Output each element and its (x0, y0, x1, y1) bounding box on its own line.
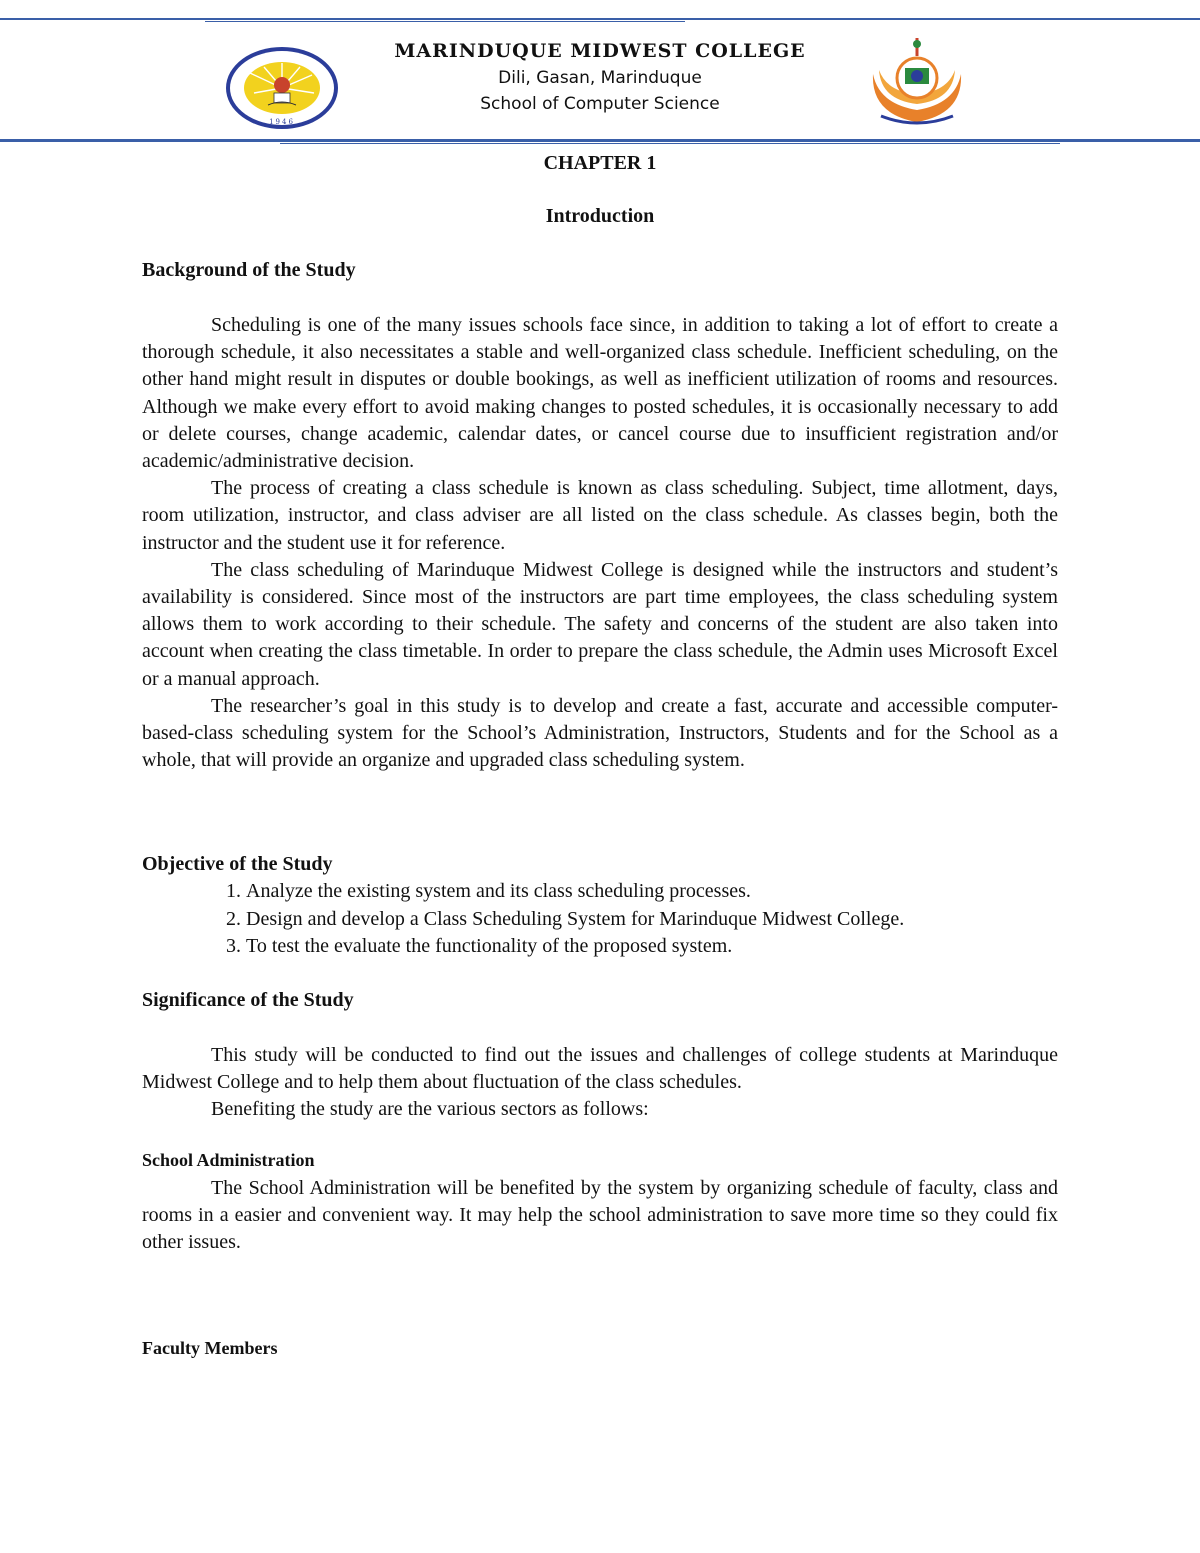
school-admin-heading: School Administration (142, 1150, 315, 1170)
background-paragraph-3: The class scheduling of Marinduque Midwest College is designed while the instructors and student’s availability is considered. Since most of the instructors are part time employees, the class scheduling system allows them to work according to their schedule. The safety and concerns of the student are also taken into account when creating the class timetable. In order to prepare the class schedule, the Admin uses Microsoft Excel or a manual approach. (142, 558, 1058, 690)
header-rule-bottom (0, 139, 1200, 142)
college-department: School of Computer Science (480, 94, 720, 114)
objectives-heading: Objective of the Study (142, 853, 333, 875)
header-rule-top (0, 18, 1200, 20)
seal-year: 1946 (269, 118, 295, 126)
chapter-title: CHAPTER 1 (543, 152, 657, 174)
objectives-list (142, 878, 1058, 961)
background-paragraph-1: Scheduling is one of the many issues schools face since, in addition to taking a lot of effort to create a thorough schedule, it also necessitates a stable and well-organized class schedule. Inefficient scheduling, on the other hand might result in disputes or double bookings, as well as inefficient utilization of rooms and resources. Although we make every effort to avoid making changes to posted schedules, it is occasionally necessary to add or delete courses, change academic, calendar dates, or cancel course due to insufficient registration and/or academic/administrative decision. (142, 314, 1058, 473)
significance-paragraph-1: This study will be conducted to find out the issues and challenges of college students at Marinduque Midwest College and to help them about fluctuation of the class schedules. (142, 1044, 1058, 1094)
objective-item: 3. To test the evaluate the functionality of the proposed system. (246, 933, 1058, 961)
school-admin-paragraph: The School Administration will be benefited by the system by organizing schedule of faculty, class and rooms in a easier and convenient way. It may help the school administration to save more time so they could fix other issues. (142, 1177, 1058, 1254)
header-rule-top-inner (205, 21, 685, 22)
objective-item: 1. Analyze the existing system and its class scheduling processes. (246, 878, 1058, 906)
school-admin-body (142, 1175, 1058, 1257)
faculty-heading: Faculty Members (142, 1338, 278, 1358)
objective-item: 2. Design and develop a Class Scheduling System for Marinduque Midwest College. (246, 906, 1058, 934)
significance-paragraph-2: Benefiting the study are the various sectors as follows: (211, 1098, 649, 1121)
background-body (142, 312, 1058, 774)
header-rule-bottom-inner (280, 143, 1060, 144)
college-name: MARINDUQUE MIDWEST COLLEGE (394, 40, 806, 62)
significance-body (142, 1042, 1058, 1124)
section-title: Introduction (545, 205, 655, 227)
college-address: Dili, Gasan, Marinduque (498, 68, 702, 88)
background-paragraph-4: The researcher’s goal in this study is to develop and create a fast, accurate and accessible computer-based-class scheduling system for the School’s Administration, Instructors, Students and for the School as a whole, that will provide an organize and upgraded class scheduling system. (142, 694, 1058, 772)
background-paragraph-2: The process of creating a class schedule is known as class scheduling. Subject, time allotment, days, room utilization, instructor, and class adviser are all listed on the class schedule. As classes begin, both the instructor and the student use it for reference. (142, 477, 1058, 554)
significance-heading: Significance of the Study (142, 989, 354, 1011)
department-emblem-logo (863, 34, 971, 132)
background-heading: Background of the Study (142, 259, 356, 281)
